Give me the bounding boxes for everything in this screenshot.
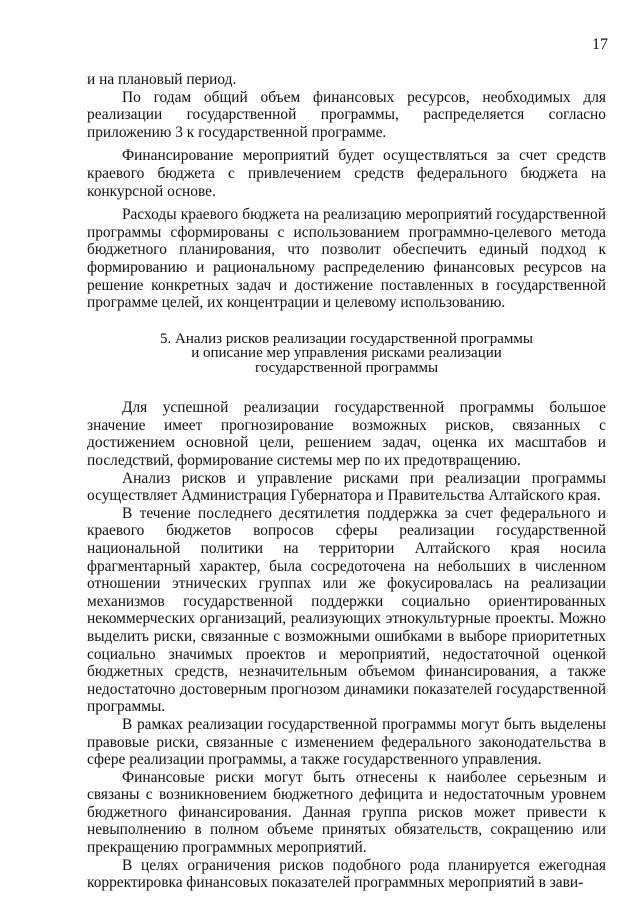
section-heading-line: 5. Анализ рисков реализации государственной программы <box>160 330 533 347</box>
paragraph: и на плановый период. <box>87 71 237 88</box>
paragraph: Расходы краевого бюджета на реализацию мероприятий государственной программы сформированы с использованием программно-целевого метода бюджетного планирования, что позволит обеспечить единый подход к формированию и рациональному распределению финансовых ресурсов на решение конкретных задач и достижение поставленных в государственной программе целей, их концентрации и целевому использованию. <box>87 206 606 312</box>
page-number: 17 <box>592 36 608 53</box>
paragraph: В течение последнего десятилетия поддержка за счет федерального и краевого бюджетов вопросов сферы реализации государственной национальной политики на территории Алтайского края носила фрагментарный характер, была сосредоточена на небольших в численном отношении этнических группах или же фокусировалась на реализации механизмов государственной поддержки социально ориентированных некоммерческих организаций, реализующих этнокультурные проекты. Можно выделить риски, связанные с возможными ошибками в выборе приоритетных социально значимых проектов и мероприятий, недостаточной оценкой бюджетных средств, незначительным объемом финансирования, а также недостаточно достоверным прогнозом динамики показателей государственной программы. <box>87 504 606 716</box>
section-heading <box>87 332 606 376</box>
paragraph: В рамках реализации государственной программы могут быть выделены правовые риски, связанные с изменением федерального законодательства в сфере реализации программы, а также государственного управления. <box>87 715 606 769</box>
paragraph: По годам общий объем финансовых ресурсов, необходимых для реализации государственной программы, распределяется согласно приложению 3 к государственной программе. <box>87 88 606 141</box>
document-body <box>87 71 606 892</box>
paragraph: Финансовые риски могут быть отнесены к наиболее серьезным и связаны с возникновением бюджетного дефицита и недостаточным уровнем бюджетного финансирования. Данная группа рисков может привести к невыполнению в полном объеме принятых обязательств, сокращению или прекращению программных мероприятий. <box>87 768 606 857</box>
paragraph: В целях ограничения рисков подобного рода планируется ежегодная корректировка финансовых показателей программных мероприятий в зави- <box>87 856 606 892</box>
section-heading-line: и описание мер управления рисками реализации <box>191 345 502 362</box>
paragraph: Финансирование мероприятий будет осуществляться за счет средств краевого бюджета с привлечением средств федерального бюджета на конкурсной основе. <box>87 147 606 200</box>
paragraph: Для успешной реализации государственной программы большое значение имеет прогнозирование возможных рисков, связанных с достижением основной цели, решением задач, оценка их масштабов и последствий, формирование системы мер по их предотвращению. <box>87 399 606 469</box>
paragraph: Анализ рисков и управление рисками при реализации программы осуществляет Администрация Губернатора и Правительства Алтайского края. <box>87 469 606 505</box>
section-heading-line: государственной программы <box>254 359 439 376</box>
